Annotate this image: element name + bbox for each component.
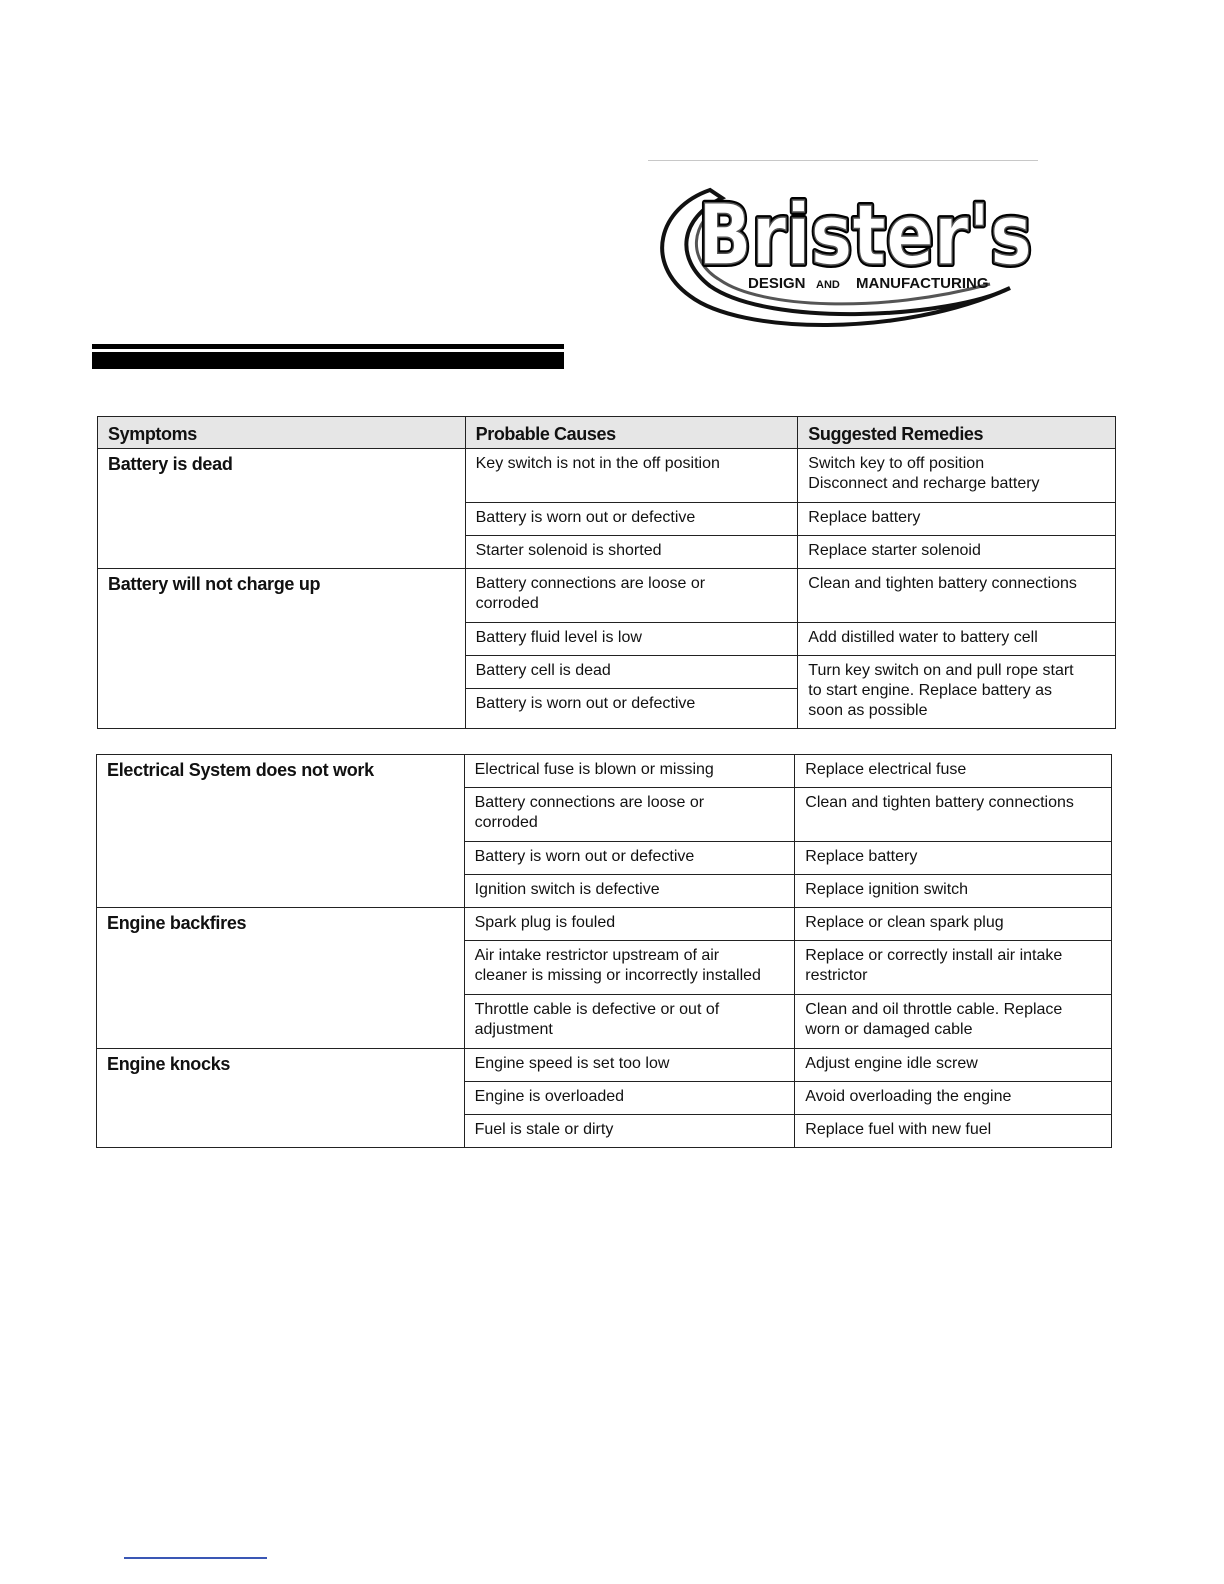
symptom-cell: Engine backfires (97, 908, 465, 1049)
logo-top-rule (648, 160, 1038, 161)
remedy-cell: Replace battery (795, 842, 1112, 875)
remedy-cell (795, 995, 1112, 1049)
cause-cell: Battery cell is dead (465, 656, 798, 689)
remedy-cell: Replace battery (798, 503, 1116, 536)
table-row (97, 1049, 1112, 1082)
cause-cell: Electrical fuse is blown or missing (464, 755, 795, 788)
header-symptoms: Symptoms (98, 417, 466, 449)
logo-tagline-manufacturing: MANUFACTURING (856, 275, 989, 292)
cause-line: Throttle cable is defective or out of (474, 1001, 720, 1018)
title-rule-thin (92, 344, 564, 349)
table-row (98, 569, 1116, 623)
cause-cell: Key switch is not in the off position (465, 449, 798, 503)
cause-cell (464, 941, 795, 995)
cause-cell (464, 995, 795, 1049)
cause-cell: Battery is worn out or defective (465, 503, 798, 536)
cause-cell: Ignition switch is defective (464, 875, 795, 908)
troubleshooting-table-part-2 (96, 754, 1112, 1148)
cause-line: corroded (474, 814, 538, 831)
remedy-cell: Replace ignition switch (795, 875, 1112, 908)
table-row (97, 755, 1112, 788)
logo-wordmark: Brister's (698, 186, 1032, 284)
remedy-line: worn or damaged cable (805, 1021, 973, 1038)
cause-cell: Spark plug is fouled (464, 908, 795, 941)
cause-line: Battery connections are loose or (474, 794, 705, 811)
table-row (98, 449, 1116, 503)
remedy-line: Replace or correctly install air intake (805, 947, 1063, 964)
remedy-cell (798, 656, 1116, 729)
logo-tagline-design: DESIGN (748, 275, 806, 292)
remedy-line: soon as possible (808, 702, 928, 719)
cause-cell (465, 569, 798, 623)
cause-line: cleaner is missing or incorrectly installed (474, 967, 761, 984)
cause-cell: Fuel is stale or dirty (464, 1115, 795, 1148)
remedy-cell (798, 449, 1116, 503)
remedy-cell: Replace or clean spark plug (795, 908, 1112, 941)
remedy-cell: Replace fuel with new fuel (795, 1115, 1112, 1148)
symptom-cell: Battery is dead (98, 449, 466, 569)
logo-tagline-and: AND (816, 279, 840, 291)
symptom-cell: Engine knocks (97, 1049, 465, 1148)
troubleshooting-table-part-1 (97, 416, 1116, 729)
table-header-row (98, 417, 1116, 449)
remedy-cell: Add distilled water to battery cell (798, 623, 1116, 656)
title-rule-thick (92, 352, 564, 369)
remedy-cell (795, 941, 1112, 995)
cause-line: Battery connections are loose or (475, 575, 706, 592)
symptom-cell: Battery will not charge up (98, 569, 466, 729)
cause-line: corroded (475, 595, 539, 612)
symptom-cell: Electrical System does not work (97, 755, 465, 908)
header-suggested-remedies: Suggested Remedies (798, 417, 1116, 449)
remedy-line: Turn key switch on and pull rope start (808, 662, 1074, 679)
cause-cell: Starter solenoid is shorted (465, 536, 798, 569)
remedy-line: Disconnect and recharge battery (808, 475, 1040, 492)
cause-cell: Battery is worn out or defective (465, 689, 798, 729)
remedy-line: Clean and oil throttle cable. Replace (805, 1001, 1063, 1018)
cause-line: Air intake restrictor upstream of air (474, 947, 720, 964)
table-row (97, 908, 1112, 941)
remedy-line: to start engine. Replace battery as (808, 682, 1052, 699)
remedy-cell: Avoid overloading the engine (795, 1082, 1112, 1115)
cause-cell: Battery is worn out or defective (464, 842, 795, 875)
cause-cell (464, 788, 795, 842)
remedy-cell: Clean and tighten battery connections (798, 569, 1116, 623)
remedy-line: restrictor (805, 967, 868, 984)
remedy-cell: Clean and tighten battery connections (795, 788, 1112, 842)
cause-cell: Engine speed is set too low (464, 1049, 795, 1082)
footer-rule (124, 1557, 267, 1559)
cause-line: adjustment (474, 1021, 553, 1038)
cause-cell: Battery fluid level is low (465, 623, 798, 656)
remedy-line: Switch key to off position (808, 455, 985, 472)
cause-cell: Engine is overloaded (464, 1082, 795, 1115)
remedy-cell: Replace starter solenoid (798, 536, 1116, 569)
remedy-cell: Adjust engine idle screw (795, 1049, 1112, 1082)
remedy-cell: Replace electrical fuse (795, 755, 1112, 788)
header-probable-causes: Probable Causes (465, 417, 798, 449)
logo-wordmark-outline: Brister's (698, 186, 1032, 284)
bristers-logo (650, 168, 1042, 330)
